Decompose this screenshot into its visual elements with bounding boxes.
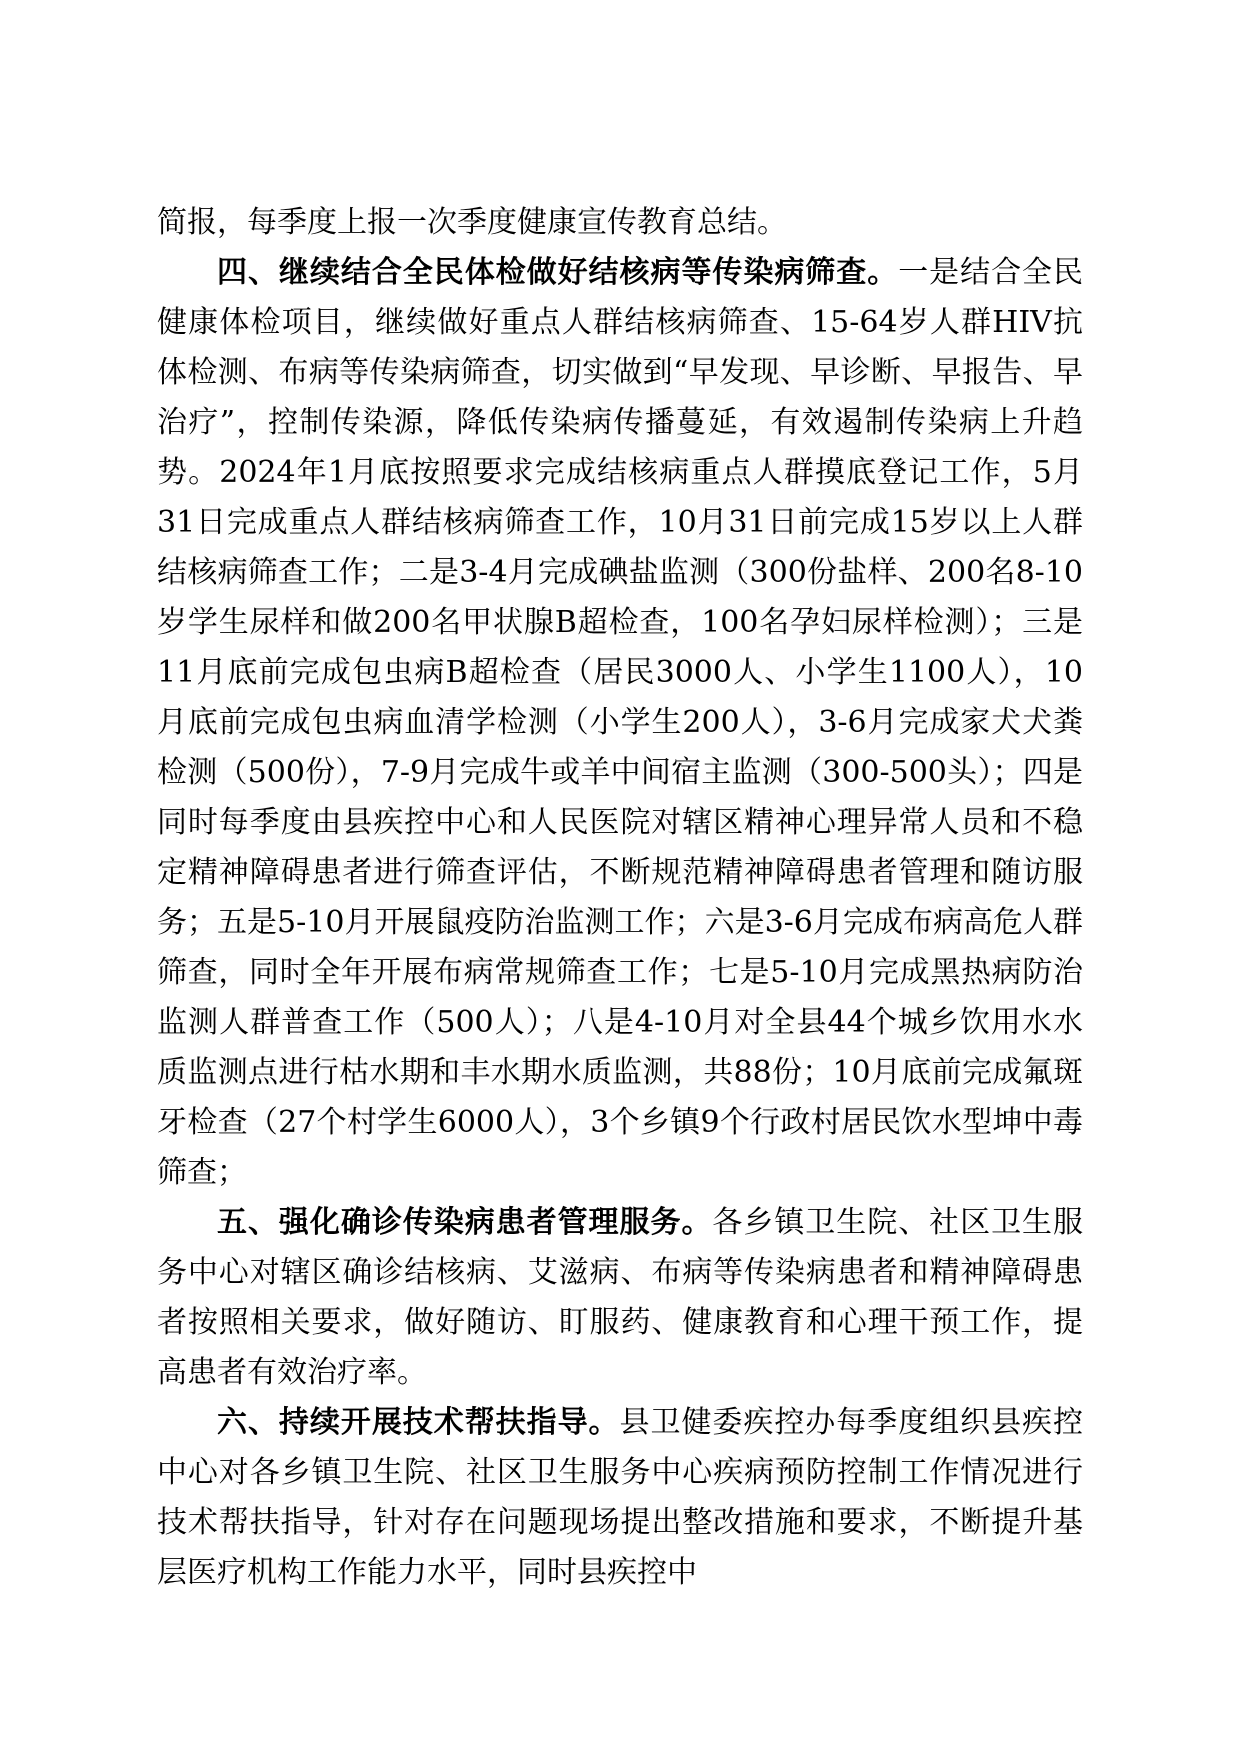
section-heading-4: 四、继续结合全民体检做好结核病等传染病筛查。 (217, 255, 899, 290)
paragraph-section-5 (157, 1198, 1083, 1398)
paragraph-continuation (157, 198, 1083, 248)
paragraph-text: 简报，每季度上报一次季度健康宣传教育总结。 (157, 205, 787, 240)
paragraph-section-4 (157, 248, 1083, 1198)
section-heading-6: 六、持续开展技术帮扶指导。 (217, 1405, 620, 1440)
section-body-4: 一是结合全民健康体检项目，继续做好重点人群结核病筛查、15-64岁人群HIV抗体检测、布病等传染病筛查，切实做到“早发现、早诊断、早报告、早治疗”，控制传染源，降低传染病传播蔓延，有效遏制传染病上升趋势。2024年1月底按照要求完成结核病重点人群摸底登记工作，5月31日完成重点人群结核病筛查工作，10月31日前完成15岁以上人群结核病筛查工作；二是3-4月完成碘盐监测（300份盐样、200名8-10岁学生尿样和做200名甲状腺B超检查，100名孕妇尿样检测）；三是11月底前完成包虫病B超检查（居民3000人、小学生1100人），10月底前完成包虫病血清学检测（小学生200人），3-6月完成家犬犬粪检测（500份），7-9月完成牛或羊中间宿主监测（300-500头）；四是同时每季度由县疾控中心和人民医院对辖区精神心理异常人员和不稳定精神障碍患者进行筛查评估，不断规范精神障碍患者管理和随访服务；五是5-10月开展鼠疫防治监测工作；六是3-6月完成布病高危人群筛查，同时全年开展布病常规筛查工作；七是5-10月完成黑热病防治监测人群普查工作（500人）；八是4-10月对全县44个城乡饮用水水质监测点进行枯水期和丰水期水质监测，共88份；10月底前完成氟斑牙检查（27个村学生6000人），3个乡镇9个行政村居民饮水型坤中毒筛查； (157, 255, 1084, 1190)
section-body-5: 各乡镇卫生院、社区卫生服务中心对辖区确诊结核病、艾滋病、布病等传染病患者和精神障碍患者按照相关要求，做好随访、盯服药、健康教育和心理干预工作，提高患者有效治疗率。 (157, 1205, 1084, 1390)
section-body-6: 县卫健委疾控办每季度组织县疾控中心对各乡镇卫生院、社区卫生服务中心疾病预防控制工作情况进行技术帮扶指导，针对存在问题现场提出整改措施和要求，不断提升基层医疗机构工作能力水平，同时县疾控中 (157, 1405, 1084, 1590)
paragraph-section-6 (157, 1398, 1083, 1598)
document-body (157, 198, 1083, 1598)
section-heading-5: 五、强化确诊传染病患者管理服务。 (217, 1205, 713, 1240)
